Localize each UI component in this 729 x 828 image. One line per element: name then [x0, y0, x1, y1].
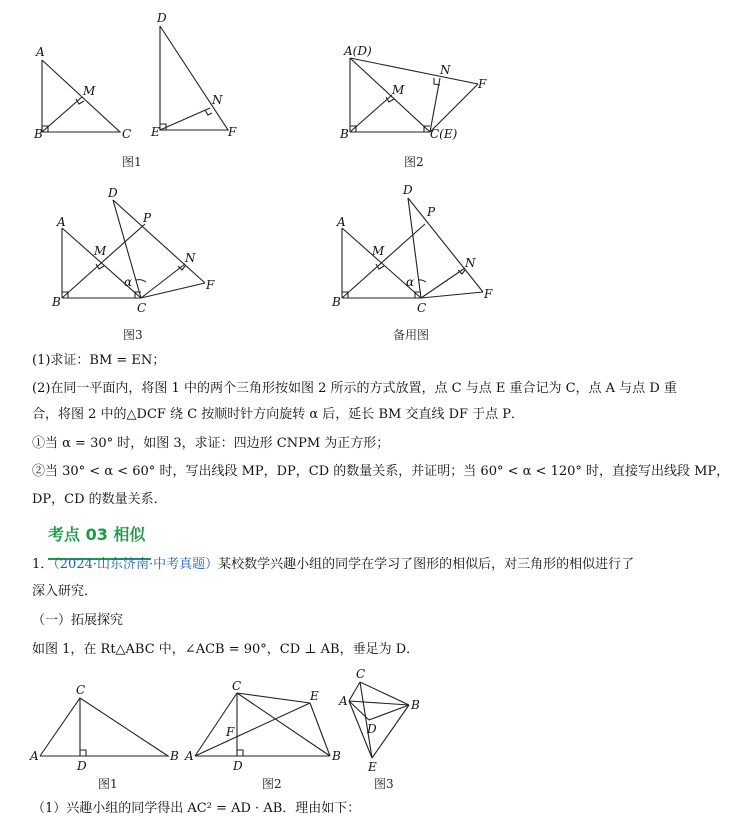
fig3-label-c: C: [137, 301, 147, 315]
fig1-label-e: E: [151, 125, 160, 139]
spare-caption: 备用图: [393, 328, 430, 342]
problem-number: 1．: [32, 557, 54, 572]
bfig3-label-e: E: [368, 760, 377, 774]
fig2-label-f: F: [478, 77, 487, 91]
question-part1: (1)求证：BM = EN；: [32, 353, 166, 368]
fig3-diagram: [62, 200, 205, 298]
section-title: 考点 03 相似: [48, 525, 146, 544]
question-sub2-line2: DP，CD 的数量关系．: [32, 492, 167, 507]
bfig1-label-a: A: [30, 749, 39, 763]
fig3-label-alpha: α: [124, 275, 133, 289]
fig2-label-ad: A(D): [344, 44, 372, 58]
fig1-label-m: M: [83, 84, 96, 98]
fig2-label-n: N: [440, 63, 451, 77]
problem1-line1: [32, 556, 634, 574]
fig1-label-d: D: [157, 11, 167, 25]
spare-label-d: D: [403, 183, 413, 197]
bottom-fig3-diagram: [349, 682, 409, 758]
spare-label-c: C: [417, 301, 427, 315]
fig1-label-c: C: [122, 127, 132, 141]
question-part2-line2: 合，将图 2 中的△DCF 绕 C 按顺时针方向旋转 α 后，延长 BM 交直线 DF 于点 P．: [32, 407, 525, 422]
fig1-caption: 图1: [122, 155, 142, 169]
spare-label-p: P: [427, 205, 436, 219]
problem1-subsection: （一）拓展探究: [32, 613, 124, 628]
fig3-label-p: P: [143, 211, 152, 225]
problem1-q1: （1）兴趣小组的同学得出 AC² = AD · AB．理由如下：: [32, 801, 361, 816]
spare-label-f: F: [484, 287, 493, 301]
bfig3-label-c: C: [356, 667, 366, 681]
question-part2-line1: (2)在同一平面内，将图 1 中的两个三角形按如图 2 所示的方式放置，点 C 与点 E 重合记为 C，点 A 与点 D 重: [32, 381, 677, 396]
spare-label-n: N: [465, 256, 476, 270]
bfig2-label-b: B: [332, 749, 341, 763]
bfig3-label-a: A: [339, 694, 348, 708]
bfig3-caption: 图3: [374, 777, 394, 791]
problem1-line2: 深入研究．: [32, 584, 98, 599]
problem-source: （2024·山东济南·中考真题）: [53, 557, 219, 572]
fig2-diagram: [350, 58, 478, 132]
fig3-label-f: F: [206, 278, 215, 292]
fig3-label-a: A: [57, 215, 66, 229]
fig2-caption: 图2: [404, 155, 424, 169]
bottom-fig1-diagram: [40, 698, 168, 756]
fig2-label-ce: C(E): [430, 127, 458, 141]
fig1-triangle-abc: [42, 60, 120, 132]
fig2-label-m: M: [392, 83, 405, 97]
fig1-label-n: N: [212, 93, 223, 107]
spare-label-alpha: α: [406, 275, 415, 289]
question-sub1: ①当 α = 30° 时，如图 3，求证：四边形 CNPM 为正方形；: [32, 436, 390, 451]
fig3-label-n: N: [185, 251, 196, 265]
bfig3-label-b: B: [411, 698, 420, 712]
question-sub2-line1: ②当 30° < α < 60° 时，写出线段 MP，DP，CD 的数量关系，并证明；当 60° < α < 120° 时，直接写出线段 MP，: [32, 464, 729, 479]
fig3-label-d: D: [108, 186, 118, 200]
bfig2-label-f: F: [226, 725, 235, 739]
fig3-label-b: B: [52, 295, 61, 309]
bfig1-caption: 图1: [98, 777, 118, 791]
spare-label-a: A: [337, 215, 346, 229]
spare-label-m: M: [372, 244, 385, 258]
bfig3-label-d: D: [367, 722, 377, 736]
spare-label-b: B: [332, 295, 341, 309]
fig1-label-a: A: [36, 45, 45, 59]
bfig1-label-c: C: [76, 683, 86, 697]
fig1-label-f: F: [228, 125, 237, 139]
bfig2-caption: 图2: [262, 777, 282, 791]
bfig1-label-d: D: [77, 759, 87, 773]
problem1-intro: 如图 1，在 Rt△ABC 中，∠ACB = 90°，CD ⊥ AB，垂足为 D．: [32, 642, 420, 657]
fig1-triangle-def: [160, 26, 228, 130]
problem-text-line1: 某校数学兴趣小组的同学在学习了图形的相似后，对三角形的相似进行了: [218, 557, 635, 572]
bfig2-label-c: C: [232, 679, 242, 693]
bfig2-label-a: A: [185, 749, 194, 763]
fig3-label-m: M: [94, 244, 107, 258]
fig2-label-b: B: [340, 127, 349, 141]
bfig2-label-d: D: [233, 759, 243, 773]
bfig1-label-b: B: [170, 749, 179, 763]
fig3-caption: 图3: [123, 328, 143, 342]
fig1-label-b: B: [34, 127, 43, 141]
bfig2-label-e: E: [310, 689, 319, 703]
